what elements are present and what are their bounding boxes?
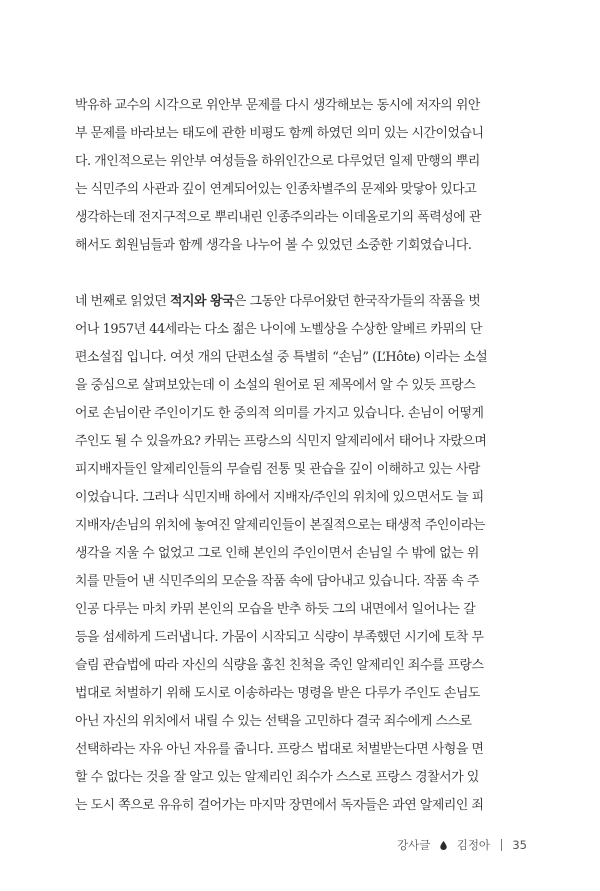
text-line: 할 수 없다는 것을 잘 알고 있는 알제리인 죄수가 스스로 프랑스 경찰서가 있 [75, 770, 479, 785]
text-line: 주인도 될 수 있을까요? 카뮈는 프랑스의 식민지 알제리에서 태어나 자랐으며 [75, 434, 487, 449]
text-line: 생각하는데 전지구적으로 뿌리내린 인종주의라는 이데올로기의 폭력성에 관 [75, 210, 481, 225]
text-line: 해서도 회원님들과 함께 생각을 나누어 볼 수 있었던 소중한 기회였습니다. [75, 238, 472, 253]
text-line: 피지배자들인 알제리인들의 무슬림 전통 및 관습을 깊이 이해하고 있는 사람 [75, 462, 480, 477]
text-segment: 은 그동안 다루어왔던 한국작가들의 작품을 벗 [234, 294, 481, 309]
text-segment: 네 번째로 읽었던 [75, 294, 170, 309]
text-line: 어로 손님이란 주인이기도 한 중의적 의미를 가지고 있습니다. 손님이 어떻게 [75, 406, 484, 421]
text-line: 슬림 관습법에 따라 자신의 식량을 훔친 친척을 죽인 알제리인 죄수를 프랑스 [75, 658, 484, 673]
drop-icon [440, 841, 447, 850]
footer-author: 김정아 [456, 838, 491, 852]
text-line: 인공 다루는 마치 카뮈 본인의 모습을 반추 하듯 그의 내면에서 일어나는 갈 [75, 602, 476, 617]
text-line: 는 도시 쪽으로 유유히 걸어가는 마지막 장면에서 독자들은 과연 알제리인 죄 [75, 798, 484, 813]
text-line: 박유하 교수의 시각으로 위안부 문제를 다시 생각해보는 동시에 저자의 위안 [75, 98, 480, 113]
text-line: 이었습니다. 그러나 식민지배 하에서 지배자/주인의 위치에 있으면서도 늘 피 [75, 490, 484, 505]
text-line: 선택하라는 자유 아닌 자유를 줍니다. 프랑스 법대로 처벌받는다면 사형을 면 [75, 742, 484, 757]
text-line: 아닌 자신의 위치에서 내릴 수 있는 선택을 고민하다 결국 죄수에게 스스로 [75, 714, 472, 729]
page-footer [397, 837, 527, 853]
text-line: 는 식민주의 사관과 깊이 연계되어있는 인종차별주의 문제와 맞닿아 있다고 [75, 182, 477, 197]
text-line-first [75, 288, 525, 316]
text-line: 법대로 처벌하기 위해 도시로 이송하라는 명령을 받은 다루가 주인도 손님도 [75, 686, 480, 701]
text-line: 편소설집 입니다. 여섯 개의 단편소설 중 특별히 “손님” (L’Hôte) 이라는 소설 [75, 350, 488, 365]
text-line: 을 중심으로 살펴보았는데 이 소설의 원어로 된 제목에서 알 수 있듯 프랑스 [75, 378, 476, 393]
page-number: 35 [512, 838, 527, 852]
text-line: 지배자/손님의 위치에 놓여진 알제리인들이 본질적으로는 태생적 주인이라는 [75, 518, 485, 533]
footer-divider [501, 839, 502, 851]
text-line: 어나 1957년 44세라는 다소 젊은 나이에 노벨상을 수상한 알베르 카뮈의 단 [75, 322, 483, 337]
text-line: 등을 섬세하게 드러냅니다. 가뭄이 시작되고 식량이 부족했던 시기에 토착 무 [75, 630, 484, 645]
text-line: 다. 개인적으로는 위안부 여성들을 하위인간으로 다루었던 일제 만행의 뿌리 [75, 154, 480, 169]
text-line: 부 문제를 바라보는 태도에 관한 비평도 함께 하였던 의미 있는 시간이었습니 [75, 126, 484, 141]
text-line: 생각을 지울 수 없었고 그로 인해 본인의 주인이면서 손님일 수 밖에 없는 위 [75, 546, 479, 561]
book-title: 적지와 왕국 [169, 294, 235, 309]
text-line: 치를 만들어 낸 식민주의의 모순을 작품 속에 담아내고 있습니다. 작품 속 주 [75, 574, 479, 589]
footer-section: 강사글 [397, 838, 431, 852]
